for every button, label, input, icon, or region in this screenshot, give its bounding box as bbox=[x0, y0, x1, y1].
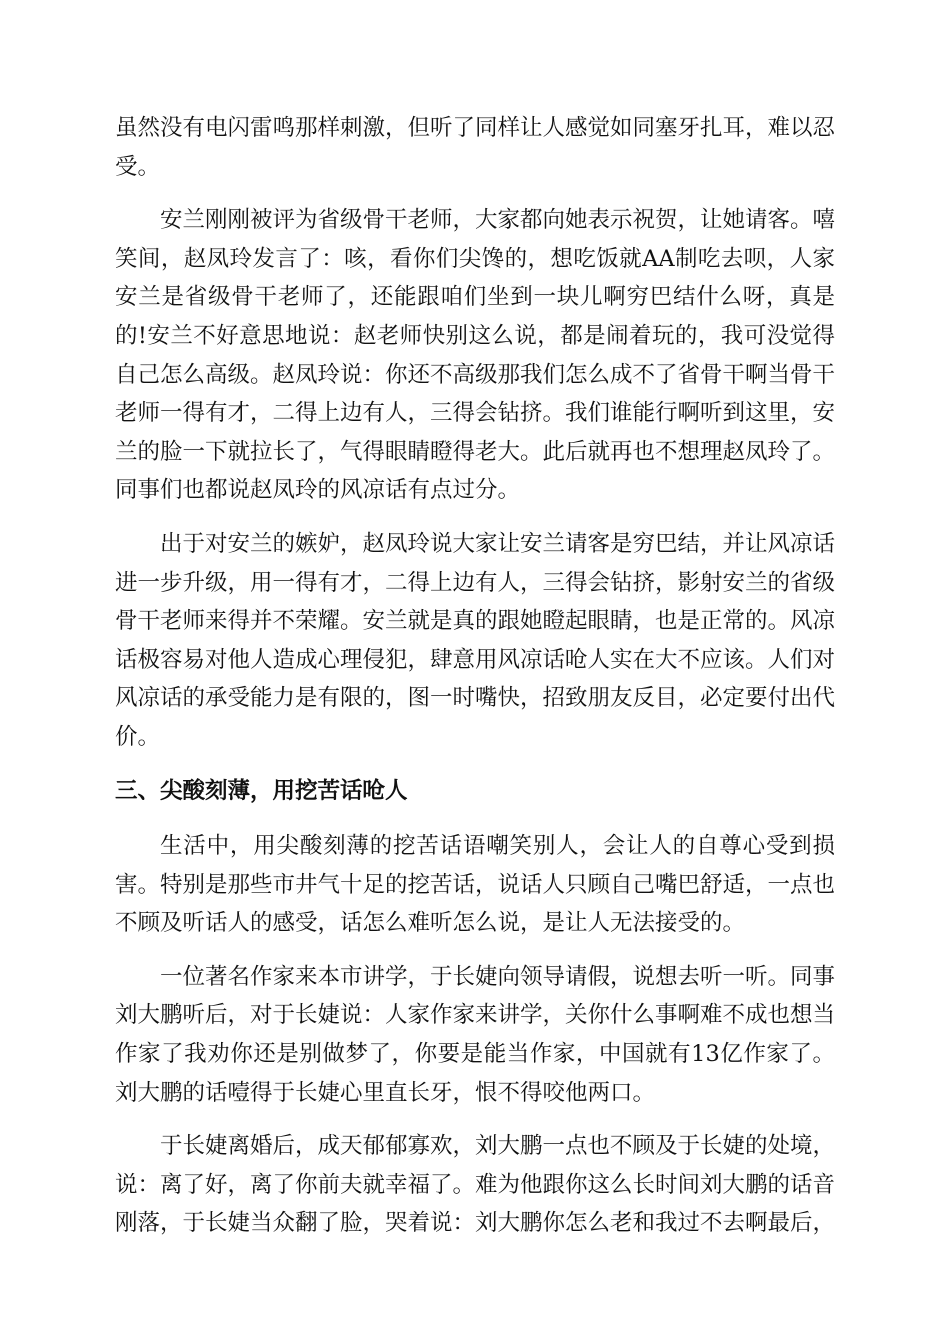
paragraph-divorce-story: 于长婕离婚后，成天郁郁寡欢，刘大鹏一点也不顾及于长婕的处境，说：离了好，离了你前夫就幸福了。难为他跟你这么长时间刘大鹏的话音刚落，于长婕当众翻了脸，哭着说：刘大鹏你怎么老和我过不去啊最后， bbox=[115, 1133, 836, 1237]
paragraph-analysis: 出于对安兰的嫉妒，赵凤玲说大家让安兰请客是穷巴结，并让风凉话进一步升级，用一得有才，二得上边有人，三得会钻挤，影射安兰的省级骨干老师来得并不荣耀。安兰就是真的跟她瞪起眼睛，也是正常的。风凉话极容易对他人造成心理侵犯，肆意用风凉话呛人实在大不应该。人们对风凉话的承受能力是有限的，图一时嘴快，招致朋友反目，必定要付出代价。 bbox=[115, 530, 836, 750]
paragraph-writer-story: 一位著名作家来本市讲学，于长婕向领导请假，说想去听一听。同事刘大鹏听后，对于长婕说：人家作家来讲学，关你什么事啊难不成也想当作家了我劝你还是别做梦了，你要是能当作家，中国就有13亿作家了。刘大鹏的话噎得于长婕心里直长牙，恨不得咬他两口。 bbox=[115, 963, 836, 1106]
section-heading: 三、尖酸刻薄，用挖苦话呛人 bbox=[115, 777, 408, 804]
paragraph-intro: 生活中，用尖酸刻薄的挖苦话语嘲笑别人，会让人的自尊心受到损害。特别是那些市井气十足的挖苦话，说话人只顾自己嘴巴舒适，一点也不顾及听话人的感受，话怎么难听怎么说，是让人无法接受的。 bbox=[115, 833, 836, 937]
paragraph-continuation: 虽然没有电闪雷鸣那样刺激，但听了同样让人感觉如同塞牙扎耳，难以忍受。 bbox=[115, 115, 836, 180]
document-page bbox=[115, 109, 835, 1258]
paragraph-anlan-story: 安兰刚刚被评为省级骨干老师，大家都向她表示祝贺，让她请客。嘻笑间，赵凤玲发言了：咳，看你们尖馋的，想吃饭就AA制吃去呗，人家安兰是省级骨干老师了，还能跟咱们坐到一块儿啊穷巴结什么呀，真是的!安兰不好意思地说：赵老师快别这么说，都是闹着玩的，我可没觉得自己怎么高级。赵凤玲说：你还不高级那我们怎么成不了省骨干啊当骨干老师一得有才，二得上边有人，三得会钻挤。我们谁能行啊听到这里，安兰的脸一下就拉长了，气得眼睛瞪得老大。此后就再也不想理赵凤玲了。同事们也都说赵凤玲的风凉话有点过分。 bbox=[115, 207, 836, 504]
